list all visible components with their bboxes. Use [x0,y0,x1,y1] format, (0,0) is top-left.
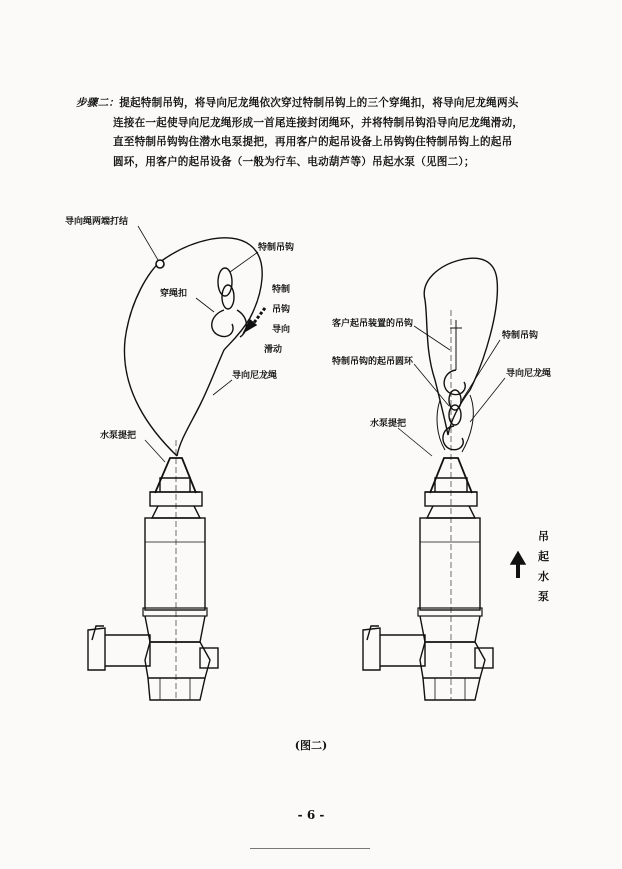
label-lift-4: 泵 [538,590,549,603]
label-lift-3: 水 [538,570,549,583]
customer-hook-icon [444,370,465,395]
rope-knot-icon [156,260,164,268]
left-nylon-rope [124,238,262,456]
customer-lifting-device [424,258,497,435]
label-slide-2: 吊钩 [272,305,291,315]
left-figure-labels [65,215,294,441]
label-slide-4: 滑动 [264,345,283,355]
label-special-hook-right: 特制吊钩 [502,331,539,341]
label-customer-hook: 客户起吊装置的吊钩 [332,319,414,329]
right-pump-body [420,518,480,610]
page-number: - 6 - [297,808,325,822]
left-pump-body [145,518,205,610]
step-line-1 [76,94,566,114]
label-nylon-rope-left: 导向尼龙绳 [232,371,278,381]
step-text-1: 提起特制吊钩，将导向尼龙绳依次穿过特制吊钩上的三个穿绳扣，将导向尼龙绳两头 [119,97,519,109]
label-pump-handle-left: 水泵提把 [100,431,137,441]
left-special-hook-icon [212,268,247,337]
label-rope-knot: 导向绳两端打结 [65,217,129,227]
label-pump-handle-right: 水泵提把 [370,419,407,429]
figure-two-diagram [0,200,622,730]
label-lifting-ring: 特制吊钩的起吊圆环 [332,357,414,367]
label-nylon-rope-right: 导向尼龙绳 [506,369,552,379]
label-lift-1: 吊 [538,530,549,543]
label-special-hook-left: 特制吊钩 [258,243,295,253]
step-line-3: 直至特制吊钩钩住潜水电泵提把，再用客户的起吊设备上吊钩钩住特制吊钩上的起吊 [113,136,513,148]
step-two-paragraph [76,94,566,172]
label-lift-2: 起 [538,550,549,563]
label-rope-buckle: 穿绳扣 [160,289,188,299]
label-slide-3: 导向 [272,325,291,335]
step-label: 步骤二： [76,97,120,109]
label-slide-1: 特制 [272,285,291,295]
footer-divider [250,848,370,849]
lift-up-arrow-icon [511,552,525,578]
step-line-4: 圆环，用客户的起吊设备（一般为行车、电动葫芦等）吊起水泵（见图二）； [113,155,475,168]
step-line-2: 连接在一起使导向尼龙绳形成一首尾连接封闭绳环，并将特制吊钩沿导向尼龙绳滑动， [113,116,524,129]
figure-caption: (图二) [294,739,328,752]
